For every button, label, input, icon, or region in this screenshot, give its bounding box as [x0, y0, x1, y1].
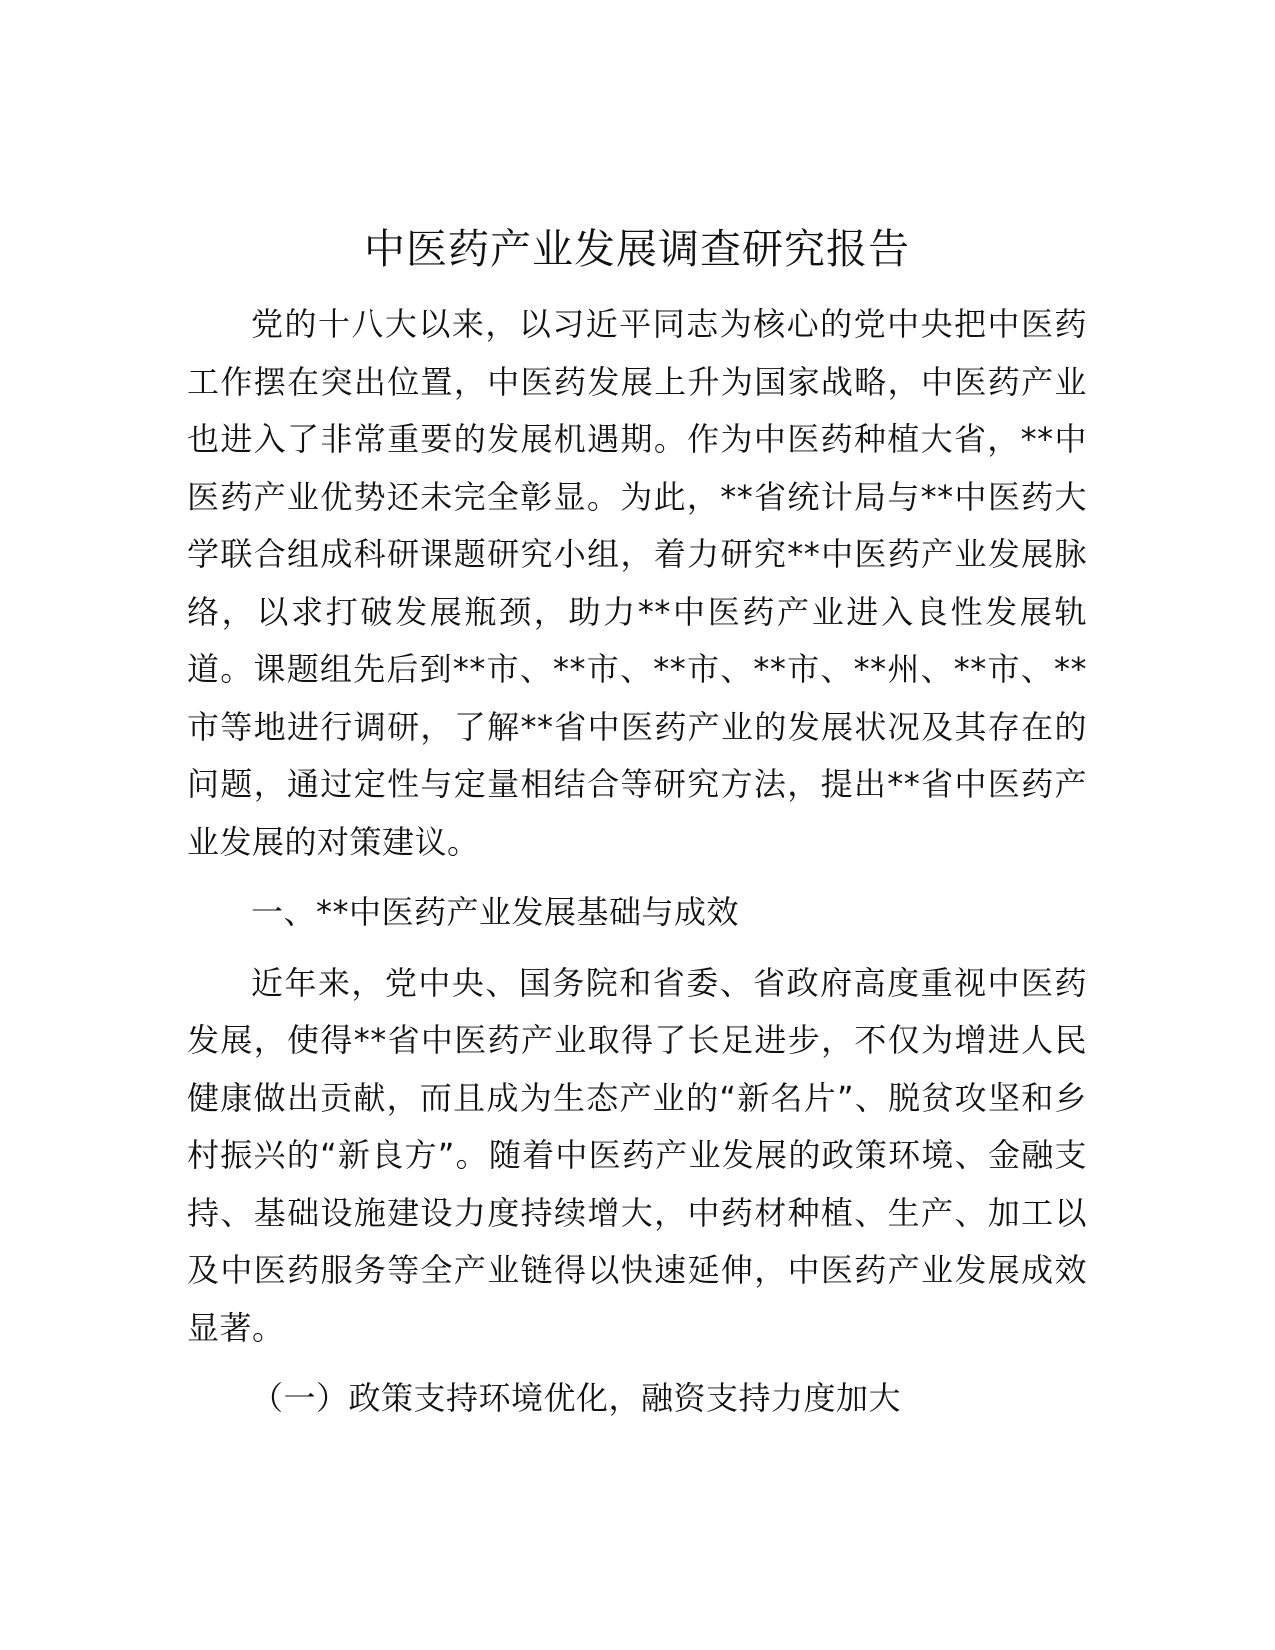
intro-paragraph: 党的十八大以来，以习近平同志为核心的党中央把中医药工作摆在突出位置，中医药发展上升为国家战略，中医药产业也进入了非常重要的发展机遇期。作为中医药种植大省，**中医药产业优势还未完全彰显。为此，**省统计局与**中医药大学联合组成科研课题研究小组，着力研究**中医药产业发展脉络，以求打破发展瓶颈，助力**中医药产业进入良性发展轨道。课题组先后到**市、**市、**市、**市、**州、**市、**市等地进行调研，了解**省中医药产业的发展状况及其存在的问题，通过定性与定量相结合等研究方法，提出**省中医药产业发展的对策建议。 [187, 305, 1087, 861]
section-heading-1: 一、**中医药产业发展基础与成效 [251, 893, 740, 931]
document-body [187, 222, 1087, 1428]
section-1-paragraph: 近年来，党中央、国务院和省委、省政府高度重视中医药发展，使得**省中医药产业取得了长足进步，不仅为增进人民健康做出贡献，而且成为生态产业的“新名片”、脱贫攻坚和乡村振兴的“新良方”。随着中医药产业发展的政策环境、金融支持、基础设施建设力度持续增大，中药材种植、生产、加工以及中医药服务等全产业链得以快速延伸，中医药产业发展成效显著。 [187, 963, 1087, 1347]
subsection-heading-1: （一）政策支持环境优化，融资支持力度加大 [251, 1379, 902, 1417]
document-title: 中医药产业发展调查研究报告 [364, 225, 910, 273]
